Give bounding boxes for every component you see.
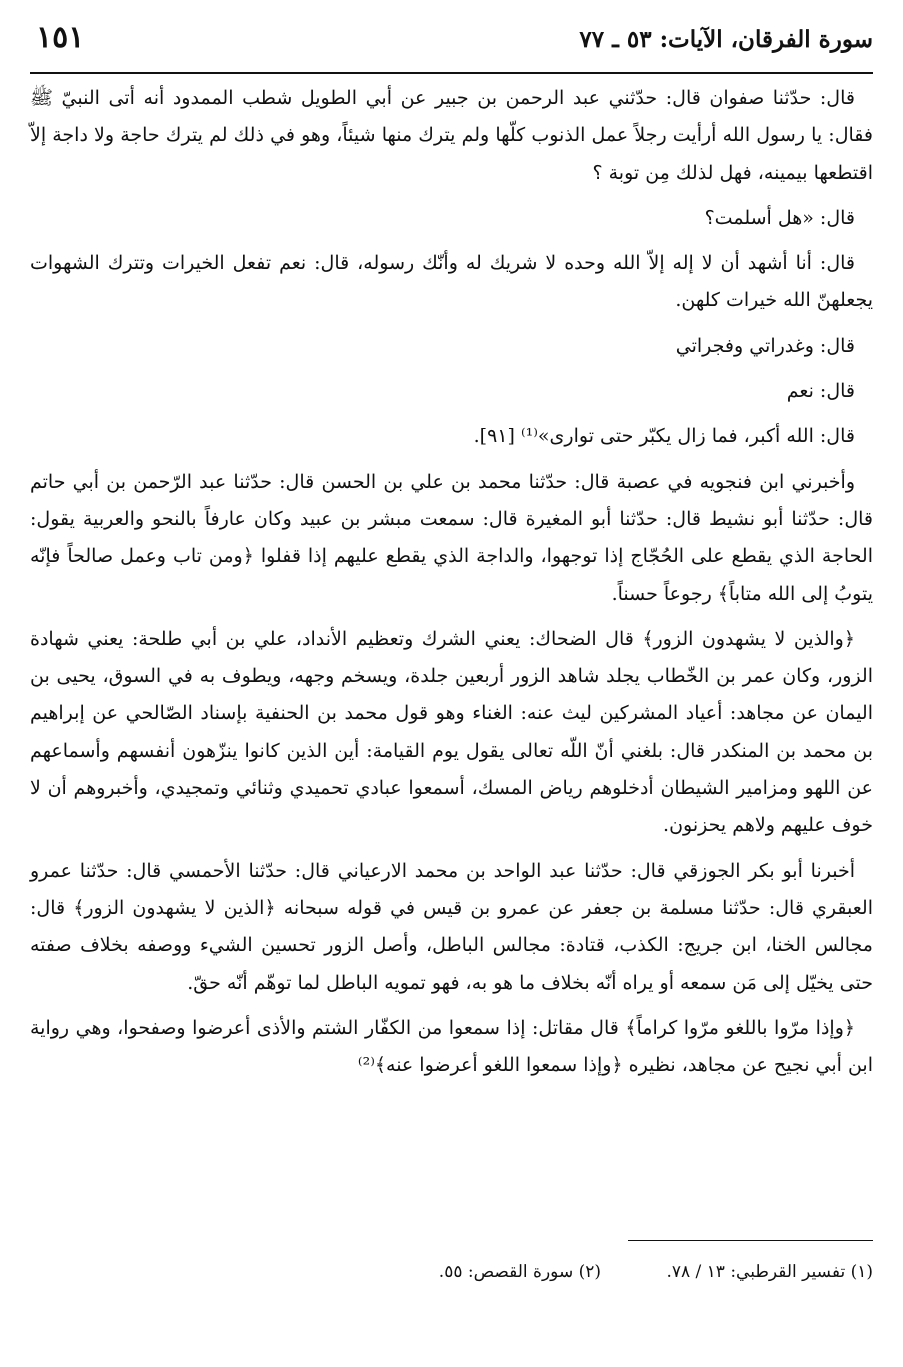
running-title: سورة الفرقان، الآيات: ٥٣ ـ ٧٧ — [579, 26, 873, 53]
paragraph: قال: أنا أشهد أن لا إله إلاّ الله وحده لا شريك له وأنّك رسوله، قال: نعم تفعل الخيرات وتترك الشهوات يجعلهنّ الله خيرات كلهن. — [30, 252, 873, 312]
paragraph: ﴿وإذا مرّوا باللغو مرّوا كراماً﴾ قال مقاتل: إذا سمعوا من الكفّار الشتم والأذى أعرضوا وصفحوا، وهي رواية ابن أبي نجيح عن مجاهد، نظيره ﴿وإذا سمعوا اللغو أعرضوا عنه﴾⁽²⁾ — [30, 1016, 873, 1077]
paragraph: قال: «هل أسلمت؟ — [704, 206, 855, 229]
footnote-rule — [628, 1240, 873, 1241]
page-number: ١٥١ — [36, 20, 85, 55]
paragraph: ﴿والذين لا يشهدون الزور﴾ قال الضحاك: يعني الشرك وتعظيم الأنداد، علي بن أبي طلحة: يعني شهادة الزور، وكان عمر بن الخّطاب يجلد شاهد الزور أربعين جلدة، ويسخم وجهه، ويطوف به في السوق، يحيى بن اليمان عن مجاهد: أعياد المشركين ليث عنه: الغناء وهو قول محمد بن الحنفية بإسناد الصّالحي عن إبراهيم بن محمد بن المنكدر قال: بلغني أنّ اللّه تعالى يقول يوم القيامة: أين الذين كانوا ينزّهون أنفسهم وأسماعهم عن اللهو ومزامير الشيطان أدخلوهم رياض المسك، أسمعوا عبادي تحميدي وثنائي وتمجيدي، وأخبروهم أن لا خوف عليهم ولاهم يحزنون. — [30, 627, 873, 837]
footnote-1: (١) تفسير القرطبي: ١٣ / ٧٨. — [666, 1262, 873, 1282]
header-rule — [30, 72, 873, 74]
paragraph: قال: حدّثنا صفوان قال: حدّثني عبد الرحمن بن جبير عن أبي الطويل شطب الممدود أنه أتى النبيّ ﷺ فقال: يا رسول الله أرأيت رجلاً عمل الذنوب كلّها ولم يترك منها شيئاً، وهو في ذلك لم يترك حاجة ولا داجة إلاّ اقتطعها بيمينه، فهل لذلك مِن توبة ؟ — [30, 87, 873, 184]
paragraph: أخبرنا أبو بكر الجوزقي قال: حدّثنا عبد الواحد بن محمد الارعياني قال: حدّثنا الأحمسي قال: حدّثنا عمرو العبقري قال: حدّثنا مسلمة بن جعفر عن عمرو بن قيس في قوله سبحانه ﴿الذين لا يشهدون الزور﴾ قال: مجالس الخنا، ابن جريج: الكذب، قتادة: مجالس الباطل، وأصل الزور تحسين الشيء ووصفه بخلاف صفته حتى يخيّل إلى مَن سمعه أو يراه أنّه بخلاف ما هو به، فهو تمويه الباطل لما توهّم أنّه حقّ. — [30, 859, 873, 994]
footnotes — [30, 1262, 873, 1282]
paragraph: قال: نعم — [786, 380, 855, 403]
paragraph: وأخبرني ابن فنجويه في عصبة قال: حدّثنا محمد بن علي بن الحسن قال: حدّثنا عبد الرّحمن بن أبي حاتم قال: حدّثنا أبو نشيط قال: حدّثنا أبو المغيرة قال: سمعت مبشر بن عبيد وكان عارفاً بالنحو والعربية يقول: الحاجة الذي يقطع على الحُجّاج إذا توجهوا، والداجة الذي يقطع عليهم إذا قفلوا ﴿ومن تاب وعمل صالحاً فإنّه يتوبُ إلى الله متاباً﴾ رجوعاً حسناً. — [30, 470, 873, 605]
footnote-2: (٢) سورة القصص: ٥٥. — [438, 1262, 602, 1282]
paragraph: قال: وغدراتي وفجراتي — [675, 334, 855, 357]
page-body — [30, 80, 873, 1092]
paragraph: قال: الله أكبر، فما زال يكبّر حتى توارى»⁽¹⁾ [٩١]. — [473, 425, 855, 448]
